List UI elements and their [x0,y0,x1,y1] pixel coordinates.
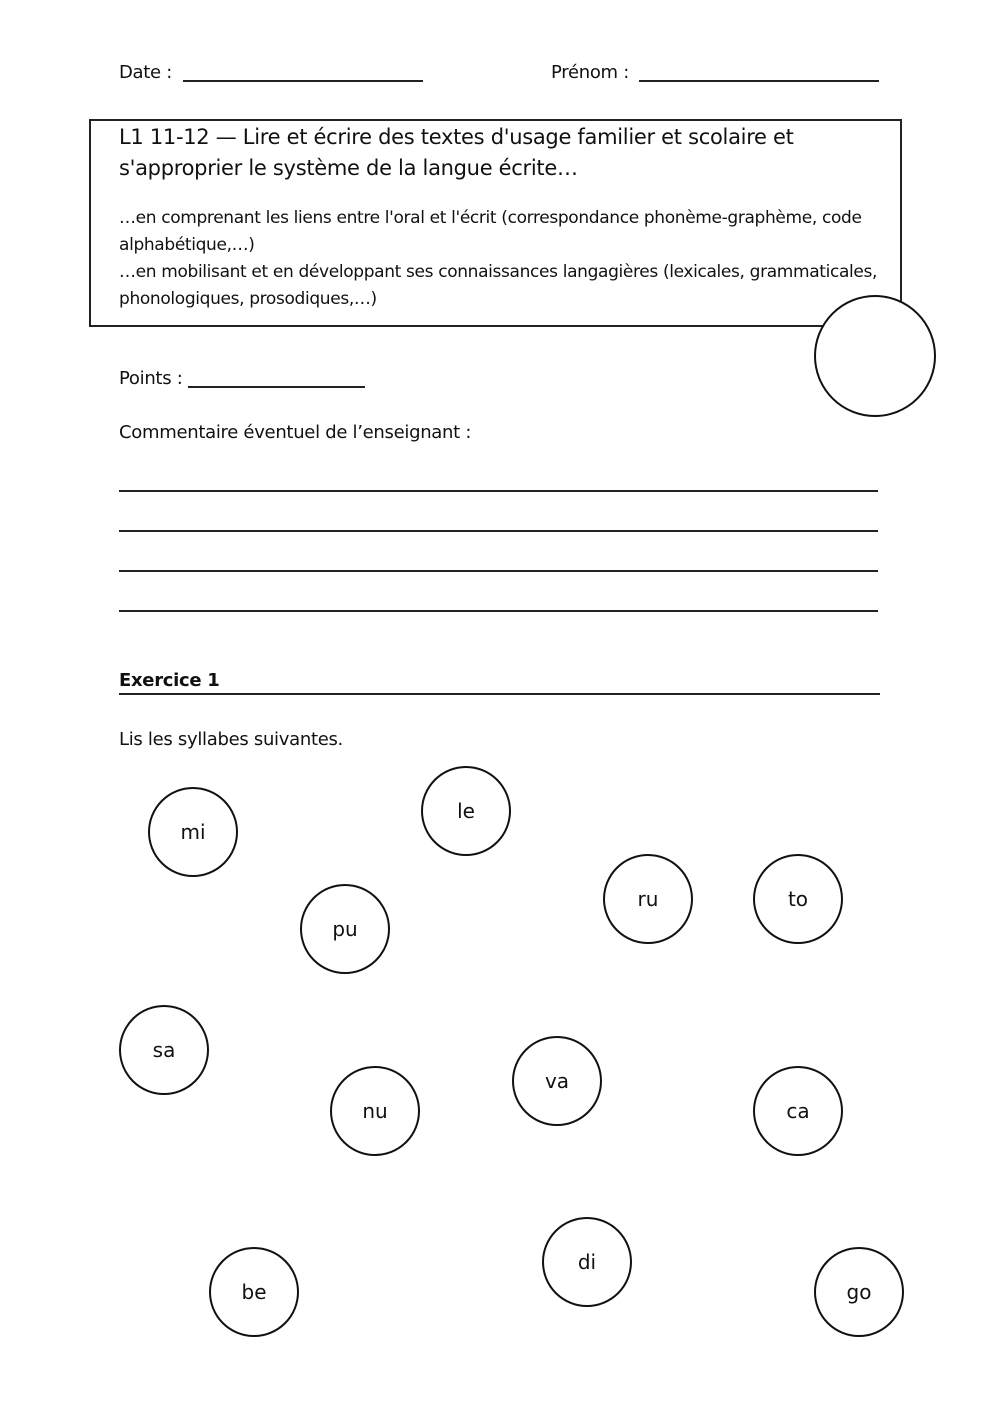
comment-label: Commentaire éventuel de l’enseignant : [119,422,472,443]
syllable-bubble: nu [330,1066,420,1156]
syllable-bubble: di [542,1217,632,1307]
grade-circle [814,295,936,417]
syllable-bubble: ru [603,854,693,944]
date-field[interactable] [183,80,423,82]
syllable-bubble: pu [300,884,390,974]
exercise-title: Exercice 1 [119,670,220,691]
firstname-field[interactable] [639,80,879,82]
objective-details [119,205,879,313]
syllable-bubble: mi [148,787,238,877]
points-field[interactable] [188,386,365,388]
syllable-bubble: be [209,1247,299,1337]
syllable-bubble: ca [753,1066,843,1156]
firstname-label: Prénom : [551,62,629,83]
objective-title: L1 11-12 — Lire et écrire des textes d'usage familier et scolaire et s'approprier le système de la langue écrite… [119,125,794,180]
points-label: Points : [119,368,183,389]
objective-line-1: …en comprenant les liens entre l'oral et l'écrit (correspondance phonème-graphème, code alphabétique,…) [119,208,862,255]
syllable-bubble: sa [119,1005,209,1095]
comment-line[interactable] [119,530,878,532]
comment-line[interactable] [119,570,878,572]
exercise-instruction: Lis les syllabes suivantes. [119,729,343,750]
exercise-divider [119,693,880,695]
syllable-bubble: le [421,766,511,856]
syllable-bubble: to [753,854,843,944]
comment-line[interactable] [119,610,878,612]
syllable-bubble: go [814,1247,904,1337]
date-label: Date : [119,62,173,83]
comment-line[interactable] [119,490,878,492]
syllable-bubble: va [512,1036,602,1126]
objective-line-2: …en mobilisant et en développant ses connaissances langagières (lexicales, grammaticales, phonologiques, prosodiques,…) [119,262,878,309]
